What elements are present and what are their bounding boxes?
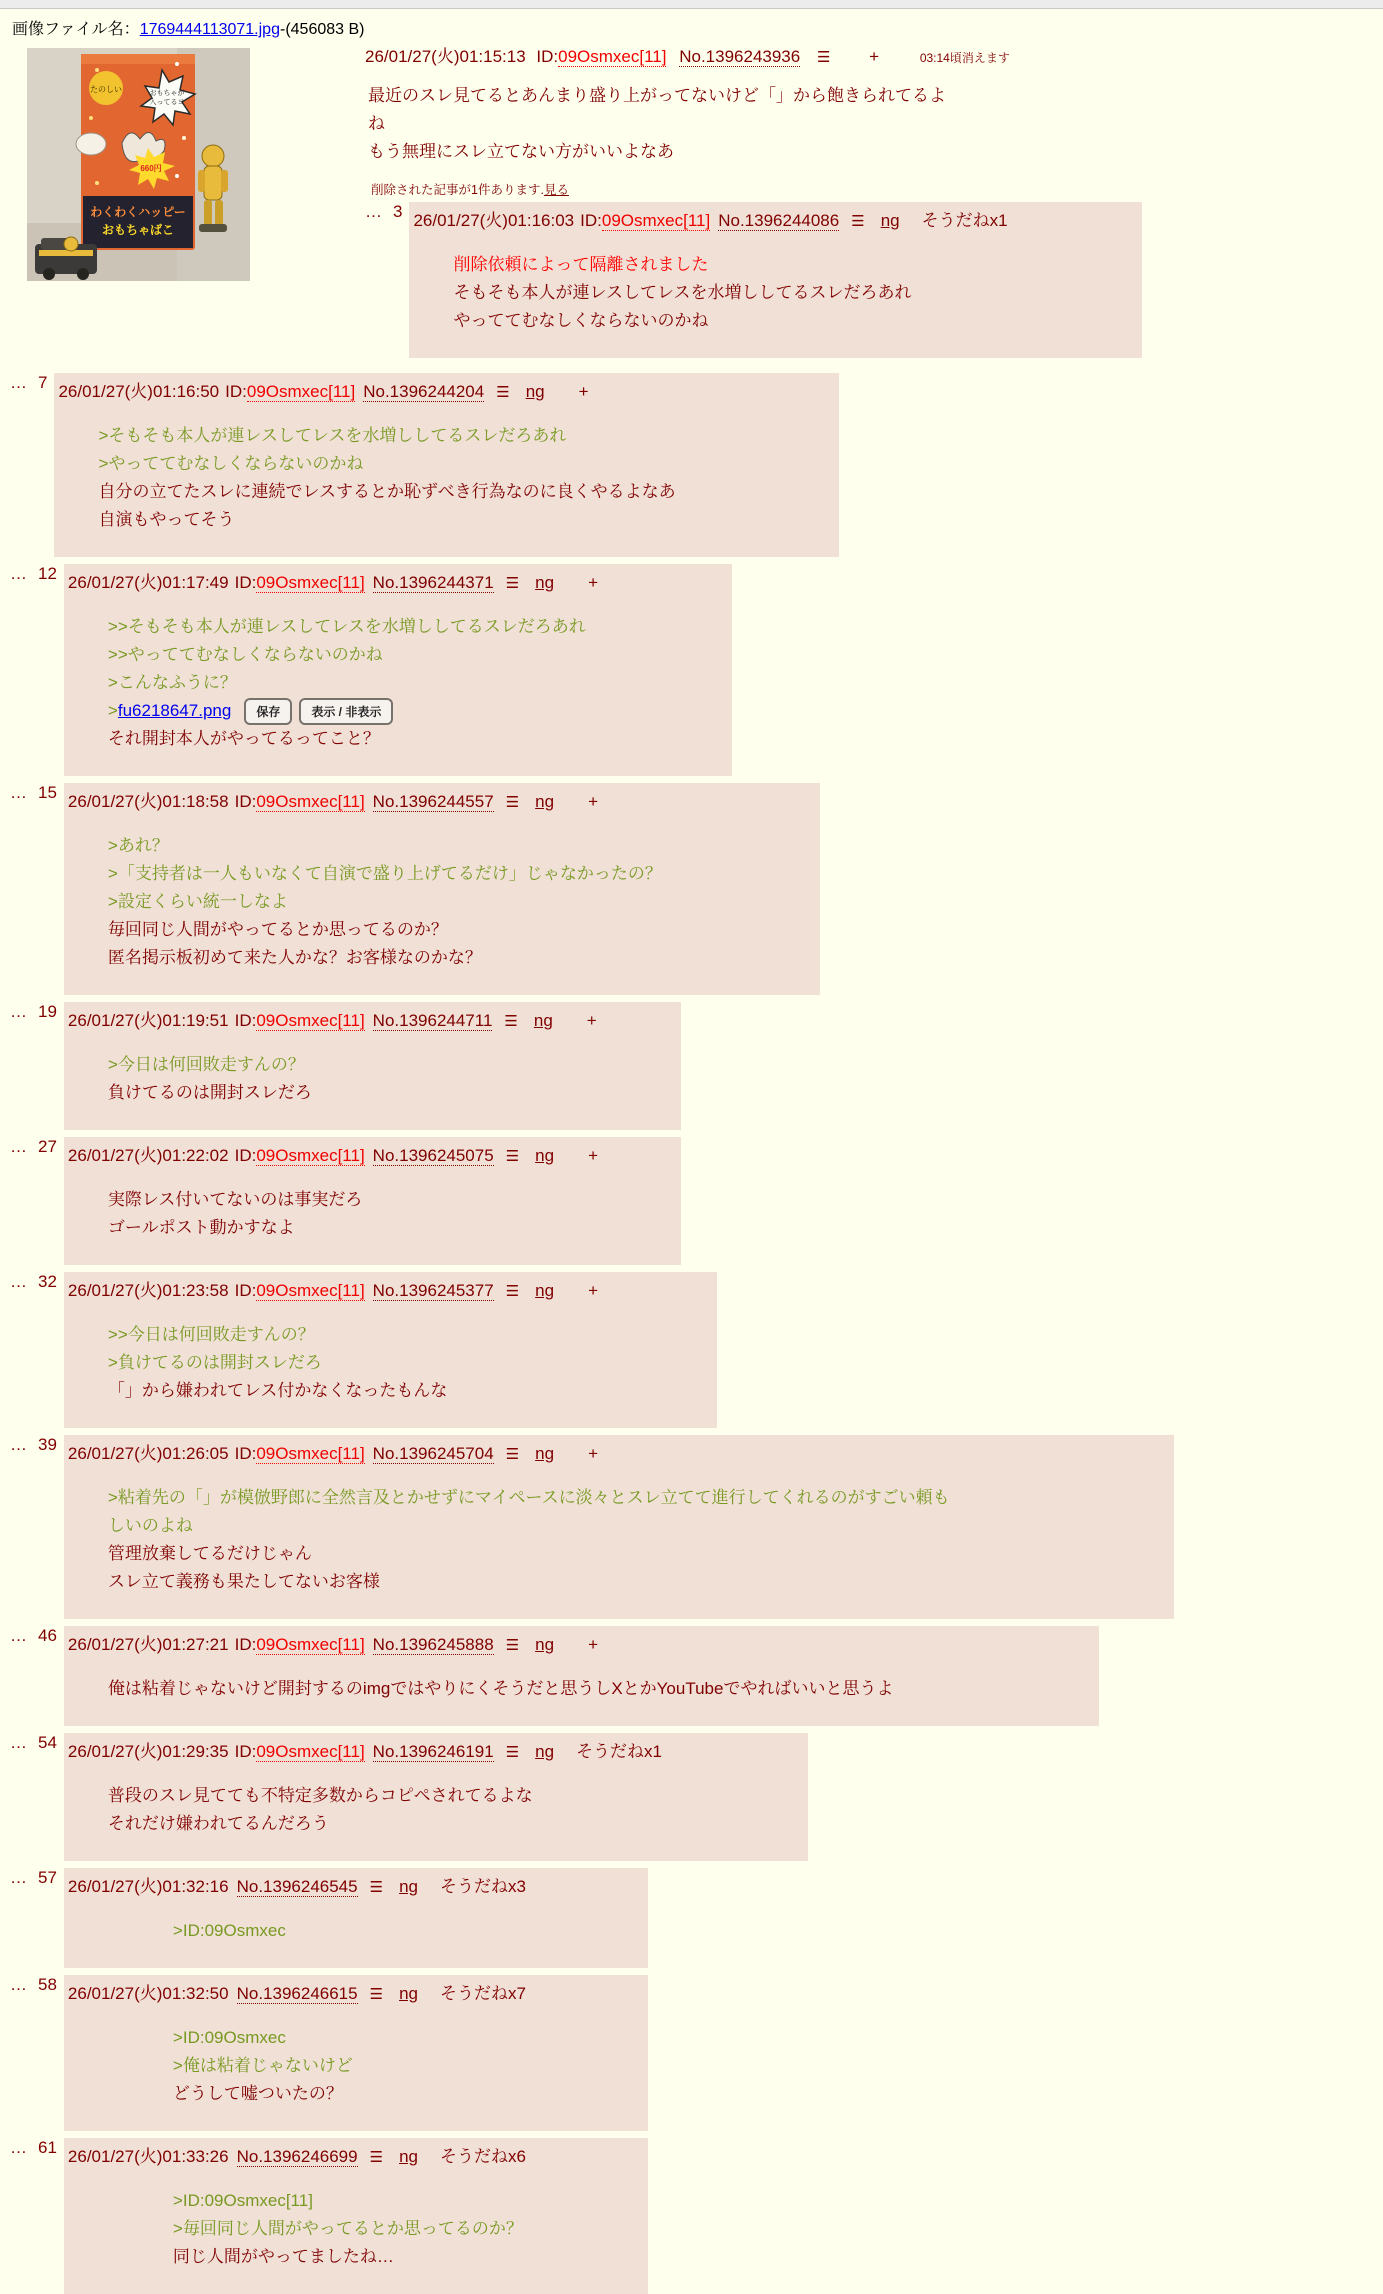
reply-box — [64, 1137, 681, 1265]
reply-dots-button[interactable]: … — [10, 373, 28, 392]
text-line: 普段のスレ見てても不特定多数からコピペされてるよな — [107, 1786, 533, 1806]
quote-line: >俺は粘着じゃないけど — [172, 2056, 353, 2076]
reply-id-label: ID: — [234, 1742, 257, 1762]
reply-no-link[interactable]: No.1396246191 — [372, 1742, 494, 1762]
ng-button[interactable]: ng — [880, 211, 900, 230]
sodane-count[interactable]: そうだねx3 — [439, 1877, 526, 1897]
reply-header — [68, 1629, 1091, 1657]
post-menu-icon[interactable]: ☰ — [851, 213, 865, 230]
sodane-count[interactable]: そうだねx1 — [576, 1742, 663, 1762]
reply-date: 26/01/27(火)01:16:50 — [58, 382, 220, 401]
reply-row — [10, 1868, 1383, 1968]
reply-date: 26/01/27(火)01:22:02 — [67, 1146, 229, 1166]
show-hide-button[interactable]: 表示 / 非表示 — [299, 698, 393, 725]
sodane-plus-button[interactable]: + — [586, 1011, 597, 1031]
quote-line: しいのよね — [107, 1516, 193, 1536]
reply-date: 26/01/27(火)01:18:58 — [67, 792, 229, 812]
post-menu-icon[interactable]: ☰ — [496, 384, 510, 401]
reply-number: 7 — [38, 373, 48, 392]
reply-id-link[interactable]: 09Osmxec[11] — [256, 1635, 365, 1655]
quote-line: >ID:09Osmxec — [172, 2028, 286, 2048]
op-date: 26/01/27(火)01:15:13 — [365, 47, 526, 66]
text-line: 管理放棄してるだけじゃん — [107, 1544, 312, 1564]
op-line: もう無理にスレ立てない方がいいよなあ — [368, 142, 674, 161]
reply-header — [68, 1438, 1166, 1466]
sodane-plus-button[interactable]: + — [869, 47, 880, 66]
toy-box-photo — [27, 48, 250, 281]
reply-date: 26/01/27(火)01:26:05 — [67, 1444, 229, 1464]
text-line: 同じ人間がやってましたね… — [172, 2247, 394, 2267]
reply-id-label: ID: — [234, 1146, 257, 1166]
reply-box — [64, 1272, 717, 1428]
reply-header — [68, 1978, 640, 2006]
reply-body — [108, 1186, 633, 1242]
op-id-link[interactable]: 09Osmxec[11] — [558, 47, 667, 66]
reply-dots-button[interactable]: … — [10, 1975, 28, 1995]
reply-id-label: ID: — [234, 1444, 257, 1464]
reply-row — [10, 373, 1383, 557]
text-line: 「」から嫌われてレス付かなくなったもんな — [107, 1381, 448, 1401]
reply-box — [54, 373, 839, 557]
text-line: 自演もやってそう — [98, 510, 235, 529]
reply-box — [64, 1002, 681, 1130]
ng-button[interactable]: ng — [399, 1984, 418, 2004]
quote-line: >毎回同じ人間がやってるとか思ってるのか？ — [172, 2219, 523, 2239]
reply-body — [108, 1675, 1051, 1703]
reply-number: 12 — [38, 564, 57, 583]
text-line: 実際レス付いてないのは事実だろ — [107, 1190, 363, 1210]
op-body — [368, 82, 1142, 166]
reply-id-link[interactable]: 09Osmxec[11] — [256, 573, 365, 592]
bubble-haitteru-text: 入ってるヨ — [149, 99, 185, 106]
reply-date: 26/01/27(火)01:16:03 — [413, 211, 575, 230]
post-menu-icon[interactable]: ☰ — [505, 1744, 520, 1762]
reply-header — [68, 1005, 673, 1033]
quote-mark: > — [107, 701, 118, 720]
quote-line: >こんなふうに？ — [107, 673, 237, 692]
reply-row — [10, 564, 1383, 776]
reply-no-link[interactable]: No.1396246615 — [236, 1984, 358, 2004]
text-line: 負けてるのは開封スレだろ — [107, 1083, 312, 1103]
text-line: 俺は粘着じゃないけど開封するのimgではやりにくそうだと思うしXとかYouTubeでやればいいと思うよ — [107, 1679, 894, 1699]
op-header — [365, 41, 1142, 70]
quote-line: >あれ？ — [107, 836, 169, 856]
reply-header — [68, 567, 724, 595]
reply-body — [108, 613, 684, 753]
reply-header — [68, 1736, 800, 1764]
reply-number: 19 — [38, 1002, 57, 1022]
reply-number: 58 — [38, 1975, 57, 1995]
reply-no-link[interactable]: No.1396244711 — [372, 1011, 493, 1031]
first-reply-slot — [365, 202, 1142, 358]
reply-dots-button[interactable]: … — [10, 1435, 28, 1455]
text-line: それだけ嫌われてるんだろう — [107, 1814, 329, 1834]
reply-no-link[interactable]: No.1396244086 — [718, 211, 840, 230]
reply-row — [10, 1733, 1383, 1861]
reply-box — [64, 1626, 1099, 1726]
reply-body — [108, 832, 772, 972]
reply-header — [68, 1275, 709, 1303]
reply-box — [64, 2138, 648, 2294]
reply-box — [64, 1868, 648, 1968]
reply-date: 26/01/27(火)01:17:49 — [67, 573, 229, 592]
reply-body — [98, 422, 791, 534]
post-menu-icon[interactable]: ☰ — [369, 2149, 384, 2167]
deleted-notice-text: 削除された記事が1件あります. — [371, 183, 544, 197]
reply-id-label: ID: — [580, 211, 602, 230]
admin-notice-line: 削除依頼によって隔離されました — [453, 255, 709, 274]
reply-id-label: ID: — [225, 382, 247, 401]
text-line: 毎回同じ人間がやってるとか思ってるのか？ — [107, 920, 448, 940]
reply-dots-button[interactable]: … — [10, 2138, 28, 2158]
post-menu-icon[interactable]: ☰ — [505, 1446, 520, 1464]
reply-no-link[interactable]: No.1396244557 — [372, 792, 494, 812]
reply-date: 26/01/27(火)01:32:50 — [67, 1984, 229, 2004]
reply-box — [409, 202, 1142, 358]
sodane-plus-button[interactable]: + — [588, 792, 598, 812]
reply-no-link[interactable]: No.1396245888 — [372, 1635, 494, 1655]
text-line: やっててむなしくならないのかね — [453, 311, 709, 330]
reply-row — [10, 1137, 1383, 1265]
deleted-notice — [371, 180, 1142, 198]
quote-line: >そもそも本人が連レスしてレスを水増ししてるスレだろあれ — [98, 426, 567, 445]
ng-button[interactable]: ng — [533, 1011, 553, 1031]
reply-id-label: ID: — [234, 1281, 257, 1301]
reply-dots-button[interactable]: … — [10, 1002, 28, 1022]
reply-dots-button[interactable]: … — [10, 1868, 28, 1888]
reply-body — [453, 251, 1094, 335]
reply-dots-button[interactable]: … — [365, 202, 383, 221]
reply-row — [10, 1002, 1383, 1130]
post-menu-icon[interactable]: ☰ — [505, 1283, 520, 1301]
reply-id-link[interactable]: 09Osmxec[11] — [246, 382, 356, 401]
sodane-plus-button[interactable]: + — [578, 382, 589, 401]
reply-header — [68, 1871, 640, 1899]
reply-row — [10, 1272, 1383, 1428]
reply-number: 61 — [38, 2138, 57, 2158]
quote-line: >>やっててむなしくならないのかね — [107, 645, 383, 664]
reply-no-link[interactable]: No.1396245704 — [372, 1444, 494, 1464]
reply-dots-button[interactable]: … — [10, 1137, 28, 1157]
reply-date: 26/01/27(火)01:33:26 — [67, 2147, 229, 2167]
reply-number: 39 — [38, 1435, 57, 1455]
bubble-omocha-text: おもちゃが — [149, 90, 185, 97]
reply-date: 26/01/27(火)01:19:51 — [67, 1011, 229, 1031]
post-menu-icon[interactable]: ☰ — [369, 1879, 384, 1897]
sodane-plus-button[interactable]: + — [588, 1281, 598, 1301]
reply-body — [173, 1917, 600, 1945]
quote-line: >負けてるのは開封スレだろ — [107, 1353, 322, 1373]
text-line: どうして嘘ついたの？ — [172, 2084, 343, 2104]
reply-dots-button[interactable]: … — [10, 564, 28, 583]
sodane-plus-button[interactable]: + — [588, 1635, 598, 1655]
text-line: 自分の立てたスレに連続でレスするとか恥ずべき行為なのに良くやるよなあ — [98, 482, 676, 501]
box-title2-text: おもちゃばこ — [101, 223, 175, 237]
reply-number: 32 — [38, 1272, 57, 1292]
quote-line: >「支持者は一人もいなくて自演で盛り上げてるだけ」じゃなかったの？ — [107, 864, 662, 884]
reply-header — [58, 376, 831, 404]
reply-row — [10, 1435, 1383, 1619]
reply-number: 27 — [38, 1137, 57, 1157]
text-line: スレ立て義務も果たしてないお客様 — [107, 1572, 380, 1592]
reply-id-link[interactable]: 09Osmxec[11] — [256, 1011, 365, 1031]
post-menu-icon[interactable]: ☰ — [505, 1637, 520, 1655]
reply-id-link[interactable]: 09Osmxec[11] — [256, 1742, 365, 1762]
post-menu-icon[interactable]: ☰ — [816, 49, 831, 66]
reply-id-link[interactable]: 09Osmxec[11] — [256, 792, 365, 812]
post-menu-icon[interactable]: ☰ — [505, 575, 520, 592]
reply-date: 26/01/27(火)01:23:58 — [67, 1281, 229, 1301]
reply-no-link[interactable]: No.1396244204 — [363, 382, 485, 401]
reply-id-link[interactable]: 09Osmxec[11] — [256, 1281, 365, 1301]
ng-button[interactable]: ng — [535, 1742, 555, 1762]
reply-header — [68, 2141, 640, 2169]
ng-button[interactable]: ng — [525, 382, 545, 401]
file-attachment-line — [108, 697, 684, 725]
replies-list — [0, 373, 1383, 2294]
reply-dots-button[interactable]: … — [10, 1733, 28, 1753]
reply-id-label: ID: — [234, 573, 257, 592]
post-menu-icon[interactable]: ☰ — [505, 794, 520, 812]
reply-body — [173, 2024, 600, 2108]
reply-box — [64, 1733, 808, 1861]
reply-row — [10, 2138, 1383, 2294]
reply-id-label: ID: — [234, 1011, 257, 1031]
quote-line: >やっててむなしくならないのかね — [98, 454, 364, 473]
box-title1-text: わくわくハッピー — [90, 205, 186, 219]
text-line: ゴールポスト動かすなよ — [107, 1218, 295, 1238]
reply-row — [365, 202, 1142, 358]
ng-button[interactable]: ng — [535, 1635, 555, 1655]
reply-box — [64, 564, 732, 776]
reply-date: 26/01/27(火)01:29:35 — [67, 1742, 229, 1762]
thread-head — [0, 41, 1383, 365]
file-info-line — [12, 16, 1383, 39]
reply-date: 26/01/27(火)01:27:21 — [67, 1635, 229, 1655]
sodane-count[interactable]: そうだねx1 — [921, 211, 1008, 230]
quote-line: >設定くらい統一しなよ — [107, 892, 288, 912]
op-id-label: ID: — [536, 47, 559, 66]
reply-body — [173, 2187, 600, 2271]
thread-thumbnail[interactable] — [27, 48, 250, 281]
reply-dots-button[interactable]: … — [10, 783, 28, 803]
reply-id-label: ID: — [234, 1635, 257, 1655]
reply-box — [64, 1975, 648, 2131]
post-menu-icon[interactable]: ☰ — [505, 1148, 520, 1166]
op-line: ね — [368, 114, 385, 133]
ng-button[interactable]: ng — [535, 1444, 555, 1464]
reply-no-link[interactable]: No.1396246545 — [236, 1877, 358, 1897]
ng-button[interactable]: ng — [535, 792, 555, 812]
reply-number: 15 — [38, 783, 57, 803]
reply-body — [108, 1051, 633, 1107]
sodane-plus-button[interactable]: + — [588, 573, 598, 592]
op-no-link[interactable]: No.1396243936 — [679, 47, 801, 66]
quote-line: >>今日は何回敗走すんの？ — [107, 1325, 315, 1345]
reply-row — [10, 1975, 1383, 2131]
reply-row — [10, 1626, 1383, 1726]
ng-button[interactable]: ng — [399, 2147, 418, 2167]
bubble-tanoshii-text: たのしい — [90, 85, 122, 94]
deleted-notice-view-link[interactable]: 見る — [543, 183, 569, 197]
quote-line: >粘着先の「」が模倣野郎に全然言及とかせずにマイペースに淡々とスレ立てて進行してくれるのがすごい頼も — [107, 1488, 950, 1508]
reply-no-link[interactable]: No.1396246699 — [236, 2147, 358, 2167]
text-line: そもそも本人が連レスしてレスを水増ししてるスレだろあれ — [453, 283, 912, 302]
ng-button[interactable]: ng — [399, 1877, 418, 1897]
reply-body — [108, 1321, 669, 1405]
reply-body — [108, 1484, 1126, 1596]
file-label: 画像ファイル名： — [12, 21, 140, 38]
op-line: 最近のスレ見てるとあんまり盛り上がってないけど「」から飽きられてるよ — [368, 86, 946, 105]
sodane-plus-button[interactable]: + — [588, 1444, 598, 1464]
text-line: 匿名掲示板初めて来た人かな？お客様なのかな？ — [107, 948, 482, 968]
orange-toy-box — [76, 54, 195, 250]
reply-dots-button[interactable]: … — [10, 1272, 28, 1292]
text-line: それ開封本人がやってるってこと？ — [107, 729, 380, 749]
reply-number: 57 — [38, 1868, 57, 1888]
reply-header — [68, 786, 812, 814]
post-menu-icon[interactable]: ☰ — [504, 1013, 518, 1031]
attached-file-link[interactable]: fu6218647.png — [117, 701, 232, 720]
ng-button[interactable]: ng — [535, 1281, 555, 1301]
sodane-plus-button[interactable]: + — [588, 1146, 598, 1166]
reply-no-link[interactable]: No.1396244371 — [372, 573, 494, 592]
sodane-count[interactable]: そうだねx6 — [439, 2147, 526, 2167]
reply-id-link[interactable]: 09Osmxec[11] — [601, 211, 711, 230]
quote-line: >ID:09Osmxec[11] — [172, 2191, 313, 2211]
quote-line: >>そもそも本人が連レスしてレスを水増ししてるスレだろあれ — [107, 617, 586, 636]
expire-time: 03:14頃消えます — [919, 51, 1010, 65]
ng-button[interactable]: ng — [535, 573, 555, 592]
reply-number: 3 — [393, 202, 403, 221]
post-menu-icon[interactable]: ☰ — [369, 1986, 384, 2004]
reply-body — [108, 1782, 760, 1838]
ng-button[interactable]: ng — [535, 1146, 555, 1166]
quote-line: >ID:09Osmxec — [172, 1921, 286, 1941]
reply-id-label: ID: — [234, 792, 257, 812]
reply-header — [413, 205, 1134, 233]
file-name-link[interactable]: 1769444113071.jpg — [139, 21, 280, 38]
browser-top-strip — [0, 0, 1383, 9]
reply-dots-button[interactable]: … — [10, 1626, 28, 1646]
price-text: 660円 — [140, 164, 162, 173]
op-column — [365, 41, 1142, 365]
reply-date: 26/01/27(火)01:32:16 — [67, 1877, 229, 1897]
file-size: -(456083 B) — [279, 21, 365, 38]
reply-id-link[interactable]: 09Osmxec[11] — [256, 1444, 365, 1464]
reply-id-link[interactable]: 09Osmxec[11] — [256, 1146, 365, 1166]
save-button[interactable]: 保存 — [244, 698, 292, 725]
reply-box — [64, 1435, 1174, 1619]
reply-number: 46 — [38, 1626, 57, 1646]
reply-row — [10, 783, 1383, 995]
reply-box — [64, 783, 820, 995]
reply-no-link[interactable]: No.1396245377 — [372, 1281, 494, 1301]
sodane-count[interactable]: そうだねx7 — [439, 1984, 526, 2004]
reply-number: 54 — [38, 1733, 57, 1753]
reply-header — [68, 1140, 673, 1168]
reply-no-link[interactable]: No.1396245075 — [372, 1146, 494, 1166]
quote-line: >今日は何回敗走すんの？ — [107, 1055, 305, 1075]
